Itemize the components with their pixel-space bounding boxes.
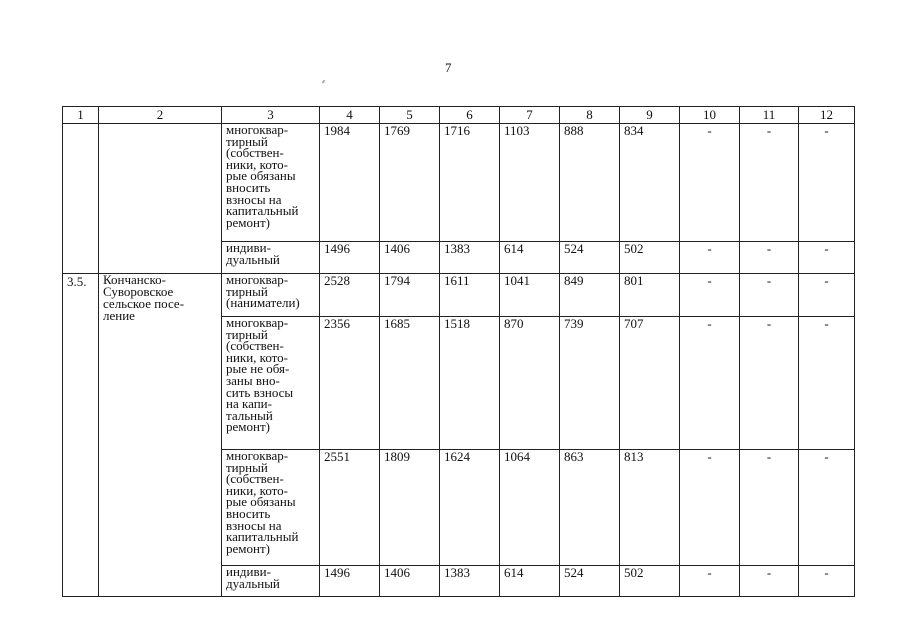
value-cell: 524 xyxy=(560,566,620,597)
value-cell: 1406 xyxy=(380,242,440,274)
housing-type: индиви- дуальный xyxy=(222,566,320,597)
value-cell: 1794 xyxy=(380,274,440,317)
scan-speck: ⸗ xyxy=(322,76,325,86)
value-cell: 1406 xyxy=(380,566,440,597)
dash-cell: - xyxy=(680,450,740,566)
value-cell: 2356 xyxy=(320,317,380,450)
header-cell: 11 xyxy=(740,107,799,124)
value-cell: 2551 xyxy=(320,450,380,566)
table-row xyxy=(63,274,855,317)
value-cell: 614 xyxy=(500,566,560,597)
value-cell: 2528 xyxy=(320,274,380,317)
settlement-name xyxy=(99,124,222,274)
value-cell: 1496 xyxy=(320,566,380,597)
header-row xyxy=(63,107,855,124)
tariff-table xyxy=(62,106,855,597)
value-cell: 1624 xyxy=(440,450,500,566)
value-cell: 1685 xyxy=(380,317,440,450)
value-cell: 1383 xyxy=(440,566,500,597)
value-cell: 813 xyxy=(620,450,680,566)
value-cell: 739 xyxy=(560,317,620,450)
dash-cell: - xyxy=(740,317,799,450)
header-cell: 4 xyxy=(320,107,380,124)
value-cell: 870 xyxy=(500,317,560,450)
housing-type: многоквар- тирный (собствен- ники, кото- рые обязаны вносить взносы на капитальный ремонт) xyxy=(222,450,320,566)
value-cell: 1769 xyxy=(380,124,440,242)
value-cell: 502 xyxy=(620,566,680,597)
dash-cell: - xyxy=(799,274,855,317)
value-cell: 1611 xyxy=(440,274,500,317)
header-cell: 3 xyxy=(222,107,320,124)
value-cell: 863 xyxy=(560,450,620,566)
header-cell: 8 xyxy=(560,107,620,124)
value-cell: 614 xyxy=(500,242,560,274)
value-cell: 1984 xyxy=(320,124,380,242)
header-cell: 10 xyxy=(680,107,740,124)
dash-cell: - xyxy=(799,242,855,274)
value-cell: 1103 xyxy=(500,124,560,242)
row-index xyxy=(63,124,99,274)
housing-type: индиви- дуальный xyxy=(222,242,320,274)
value-cell: 502 xyxy=(620,242,680,274)
housing-type: многоквар- тирный (собствен- ники, кото- рые обязаны вносить взносы на капитальный ремонт) xyxy=(222,124,320,242)
page-number: 7 xyxy=(445,60,452,75)
value-cell: 888 xyxy=(560,124,620,242)
value-cell: 1383 xyxy=(440,242,500,274)
table-row xyxy=(63,124,855,242)
dash-cell: - xyxy=(680,274,740,317)
dash-cell: - xyxy=(799,566,855,597)
header-cell: 2 xyxy=(99,107,222,124)
dash-cell: - xyxy=(799,317,855,450)
header-cell: 7 xyxy=(500,107,560,124)
housing-type: многоквар- тирный (наниматели) xyxy=(222,274,320,317)
value-cell: 801 xyxy=(620,274,680,317)
header-cell: 5 xyxy=(380,107,440,124)
value-cell: 849 xyxy=(560,274,620,317)
dash-cell: - xyxy=(799,450,855,566)
dash-cell: - xyxy=(740,124,799,242)
value-cell: 524 xyxy=(560,242,620,274)
row-index: 3.5. xyxy=(63,274,99,597)
value-cell: 1064 xyxy=(500,450,560,566)
value-cell: 707 xyxy=(620,317,680,450)
housing-type: многоквар- тирный (собствен- ники, кото- рые не обя- заны вно- сить взносы на капи- тальный ремонт) xyxy=(222,317,320,450)
value-cell: 1496 xyxy=(320,242,380,274)
value-cell: 834 xyxy=(620,124,680,242)
dash-cell: - xyxy=(740,242,799,274)
dash-cell: - xyxy=(740,274,799,317)
header-cell: 6 xyxy=(440,107,500,124)
header-cell: 12 xyxy=(799,107,855,124)
dash-cell: - xyxy=(680,242,740,274)
header-cell: 9 xyxy=(620,107,680,124)
dash-cell: - xyxy=(799,124,855,242)
value-cell: 1518 xyxy=(440,317,500,450)
dash-cell: - xyxy=(680,566,740,597)
dash-cell: - xyxy=(680,317,740,450)
value-cell: 1041 xyxy=(500,274,560,317)
settlement-name: Кончанско- Суворовское сельское посе- ление xyxy=(99,274,222,597)
dash-cell: - xyxy=(740,566,799,597)
header-cell: 1 xyxy=(63,107,99,124)
value-cell: 1716 xyxy=(440,124,500,242)
value-cell: 1809 xyxy=(380,450,440,566)
dash-cell: - xyxy=(680,124,740,242)
dash-cell: - xyxy=(740,450,799,566)
